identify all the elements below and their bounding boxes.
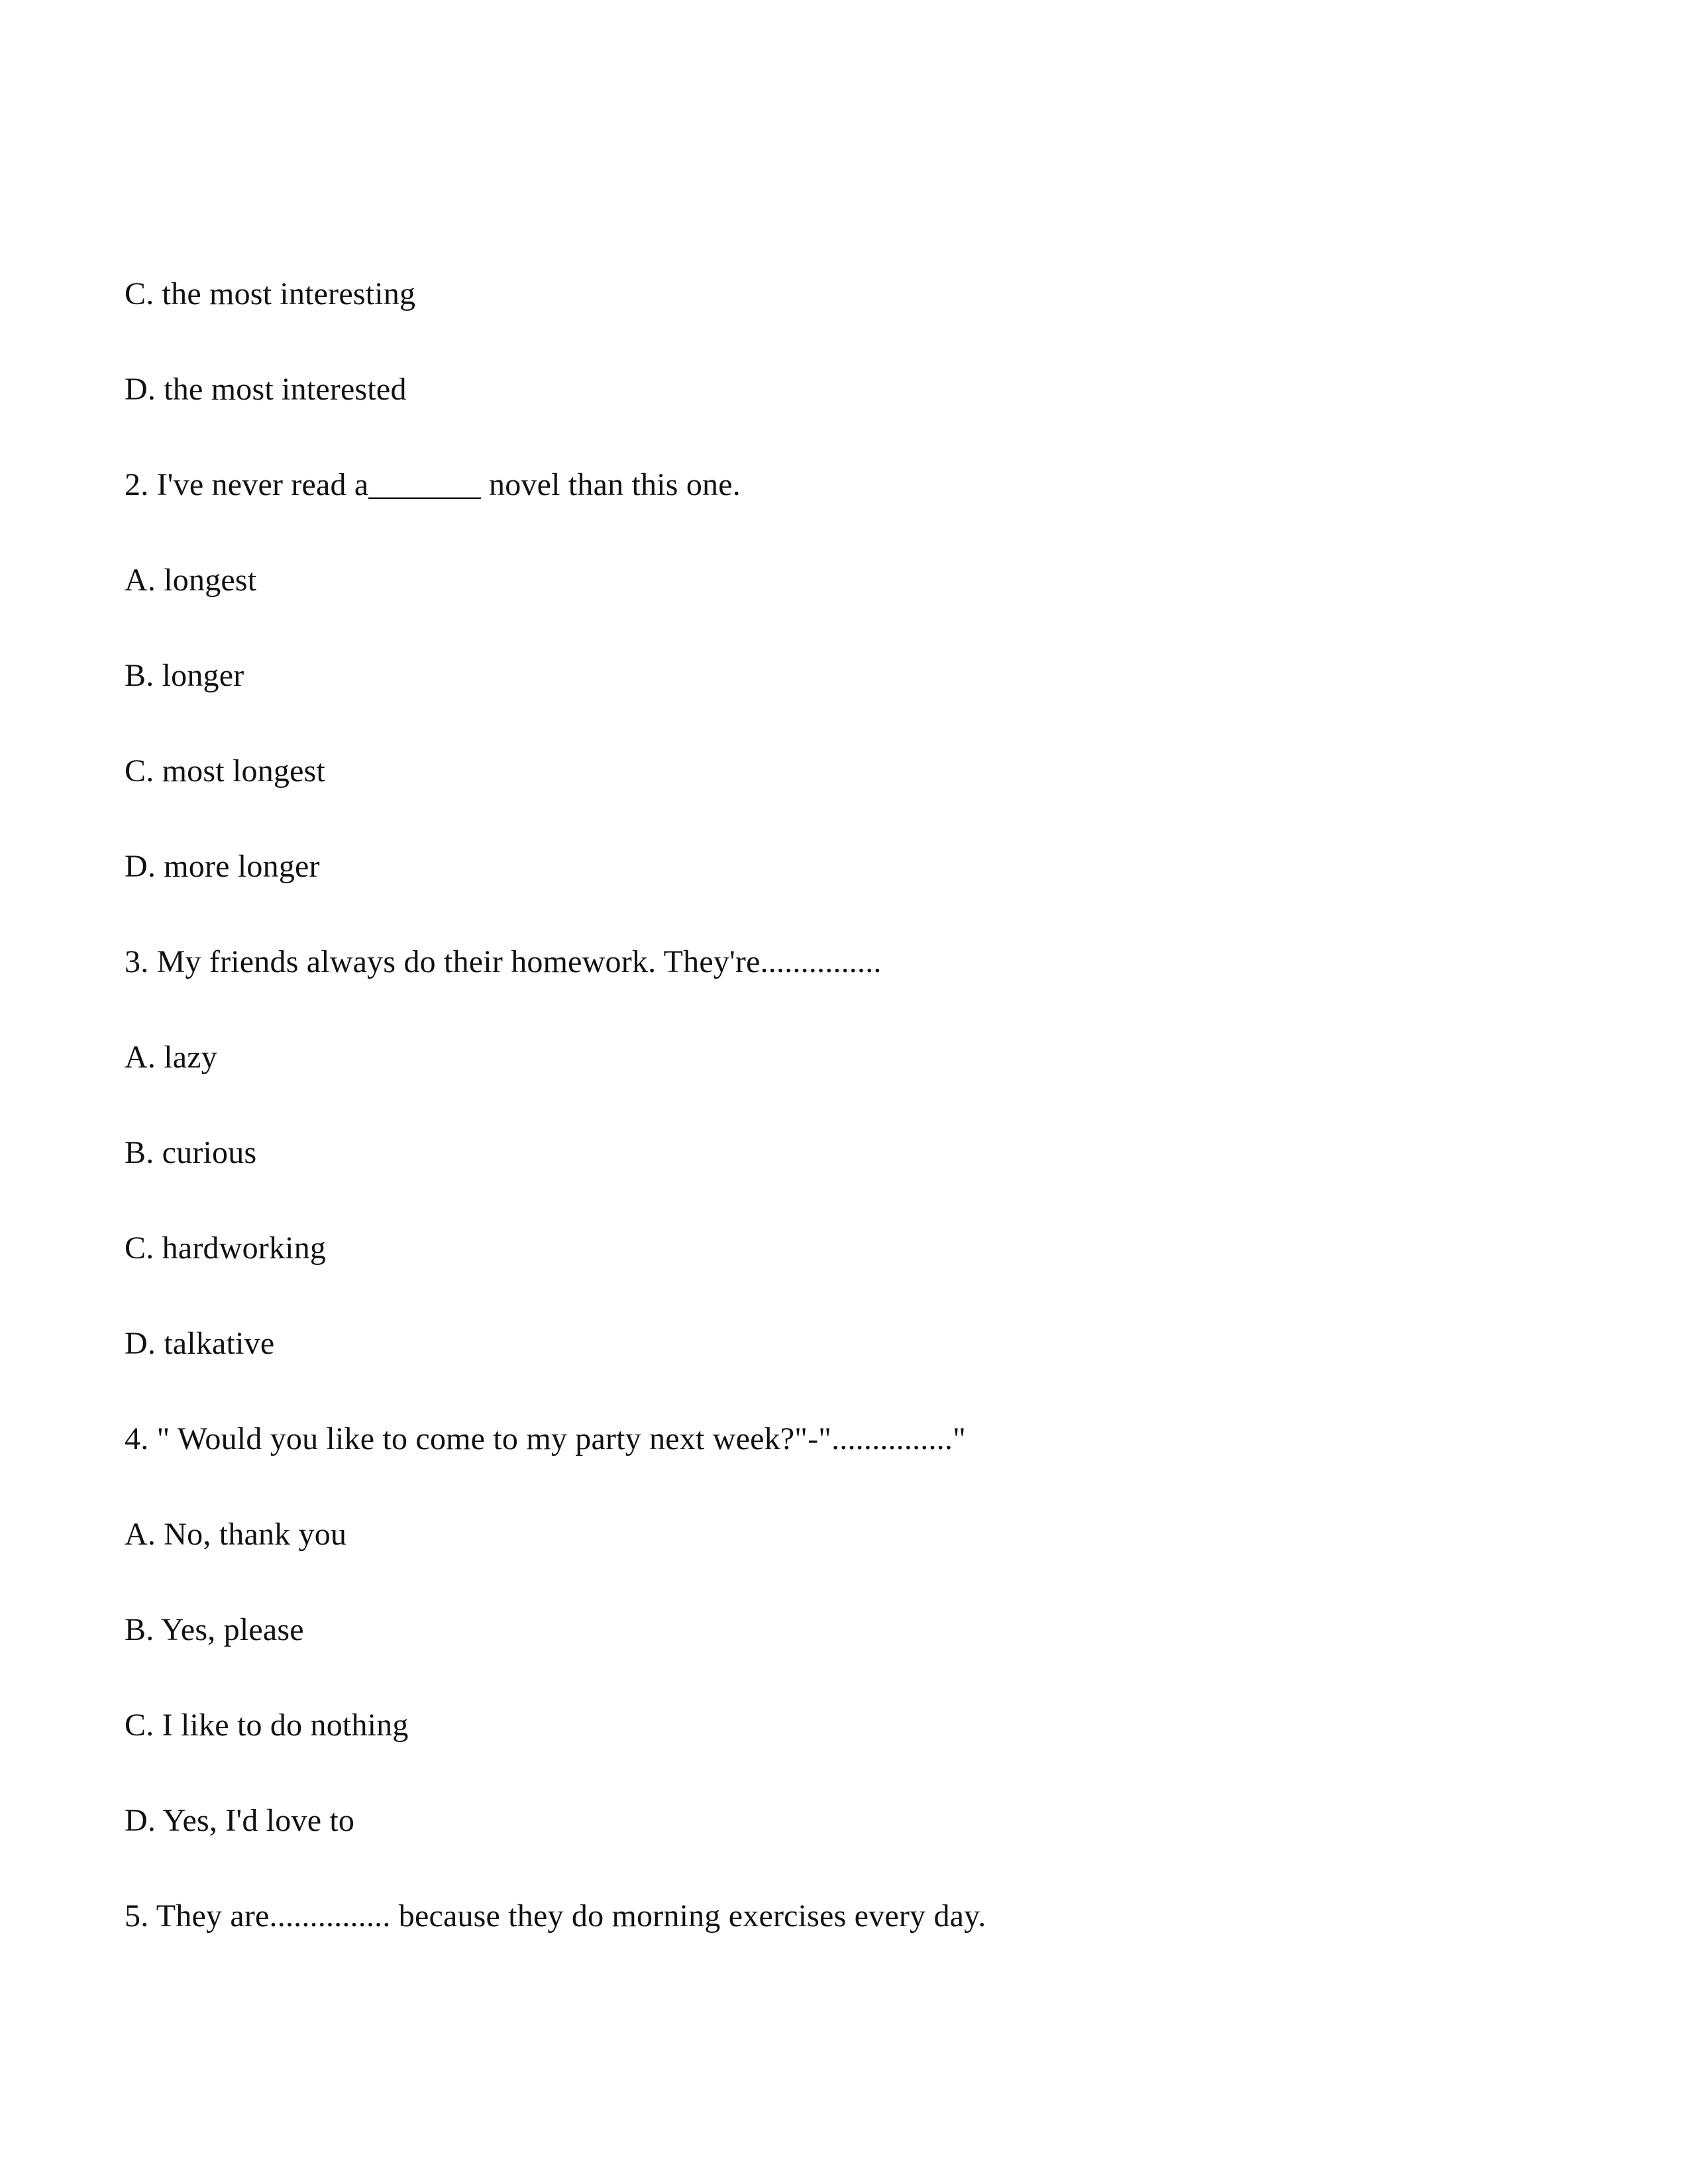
option-2a: A. longest [125, 563, 257, 598]
question-3: 3. My friends always do their homework. They're............... [125, 944, 882, 979]
option-3a: A. lazy [125, 1040, 218, 1075]
option-4c: C. I like to do nothing [125, 1708, 409, 1743]
question-5: 5. They are............... because they do morning exercises every day. [125, 1898, 986, 1934]
option-4b: B. Yes, please [125, 1612, 304, 1647]
option-2b: B. longer [125, 658, 244, 693]
option-4a: A. No, thank you [125, 1517, 347, 1552]
option-1c: C. the most interesting [125, 276, 416, 311]
option-3c: C. hardworking [125, 1230, 327, 1266]
option-1d: D. the most interested [125, 372, 407, 407]
question-2: 2. I've never read a_______ novel than this one. [125, 467, 741, 502]
option-2c: C. most longest [125, 753, 326, 789]
option-4d: D. Yes, I'd love to [125, 1803, 355, 1838]
option-3b: B. curious [125, 1135, 257, 1170]
question-4: 4. " Would you like to come to my party next week?"-"..............." [125, 1421, 966, 1456]
option-3d: D. talkative [125, 1326, 275, 1361]
option-2d: D. more longer [125, 849, 320, 884]
